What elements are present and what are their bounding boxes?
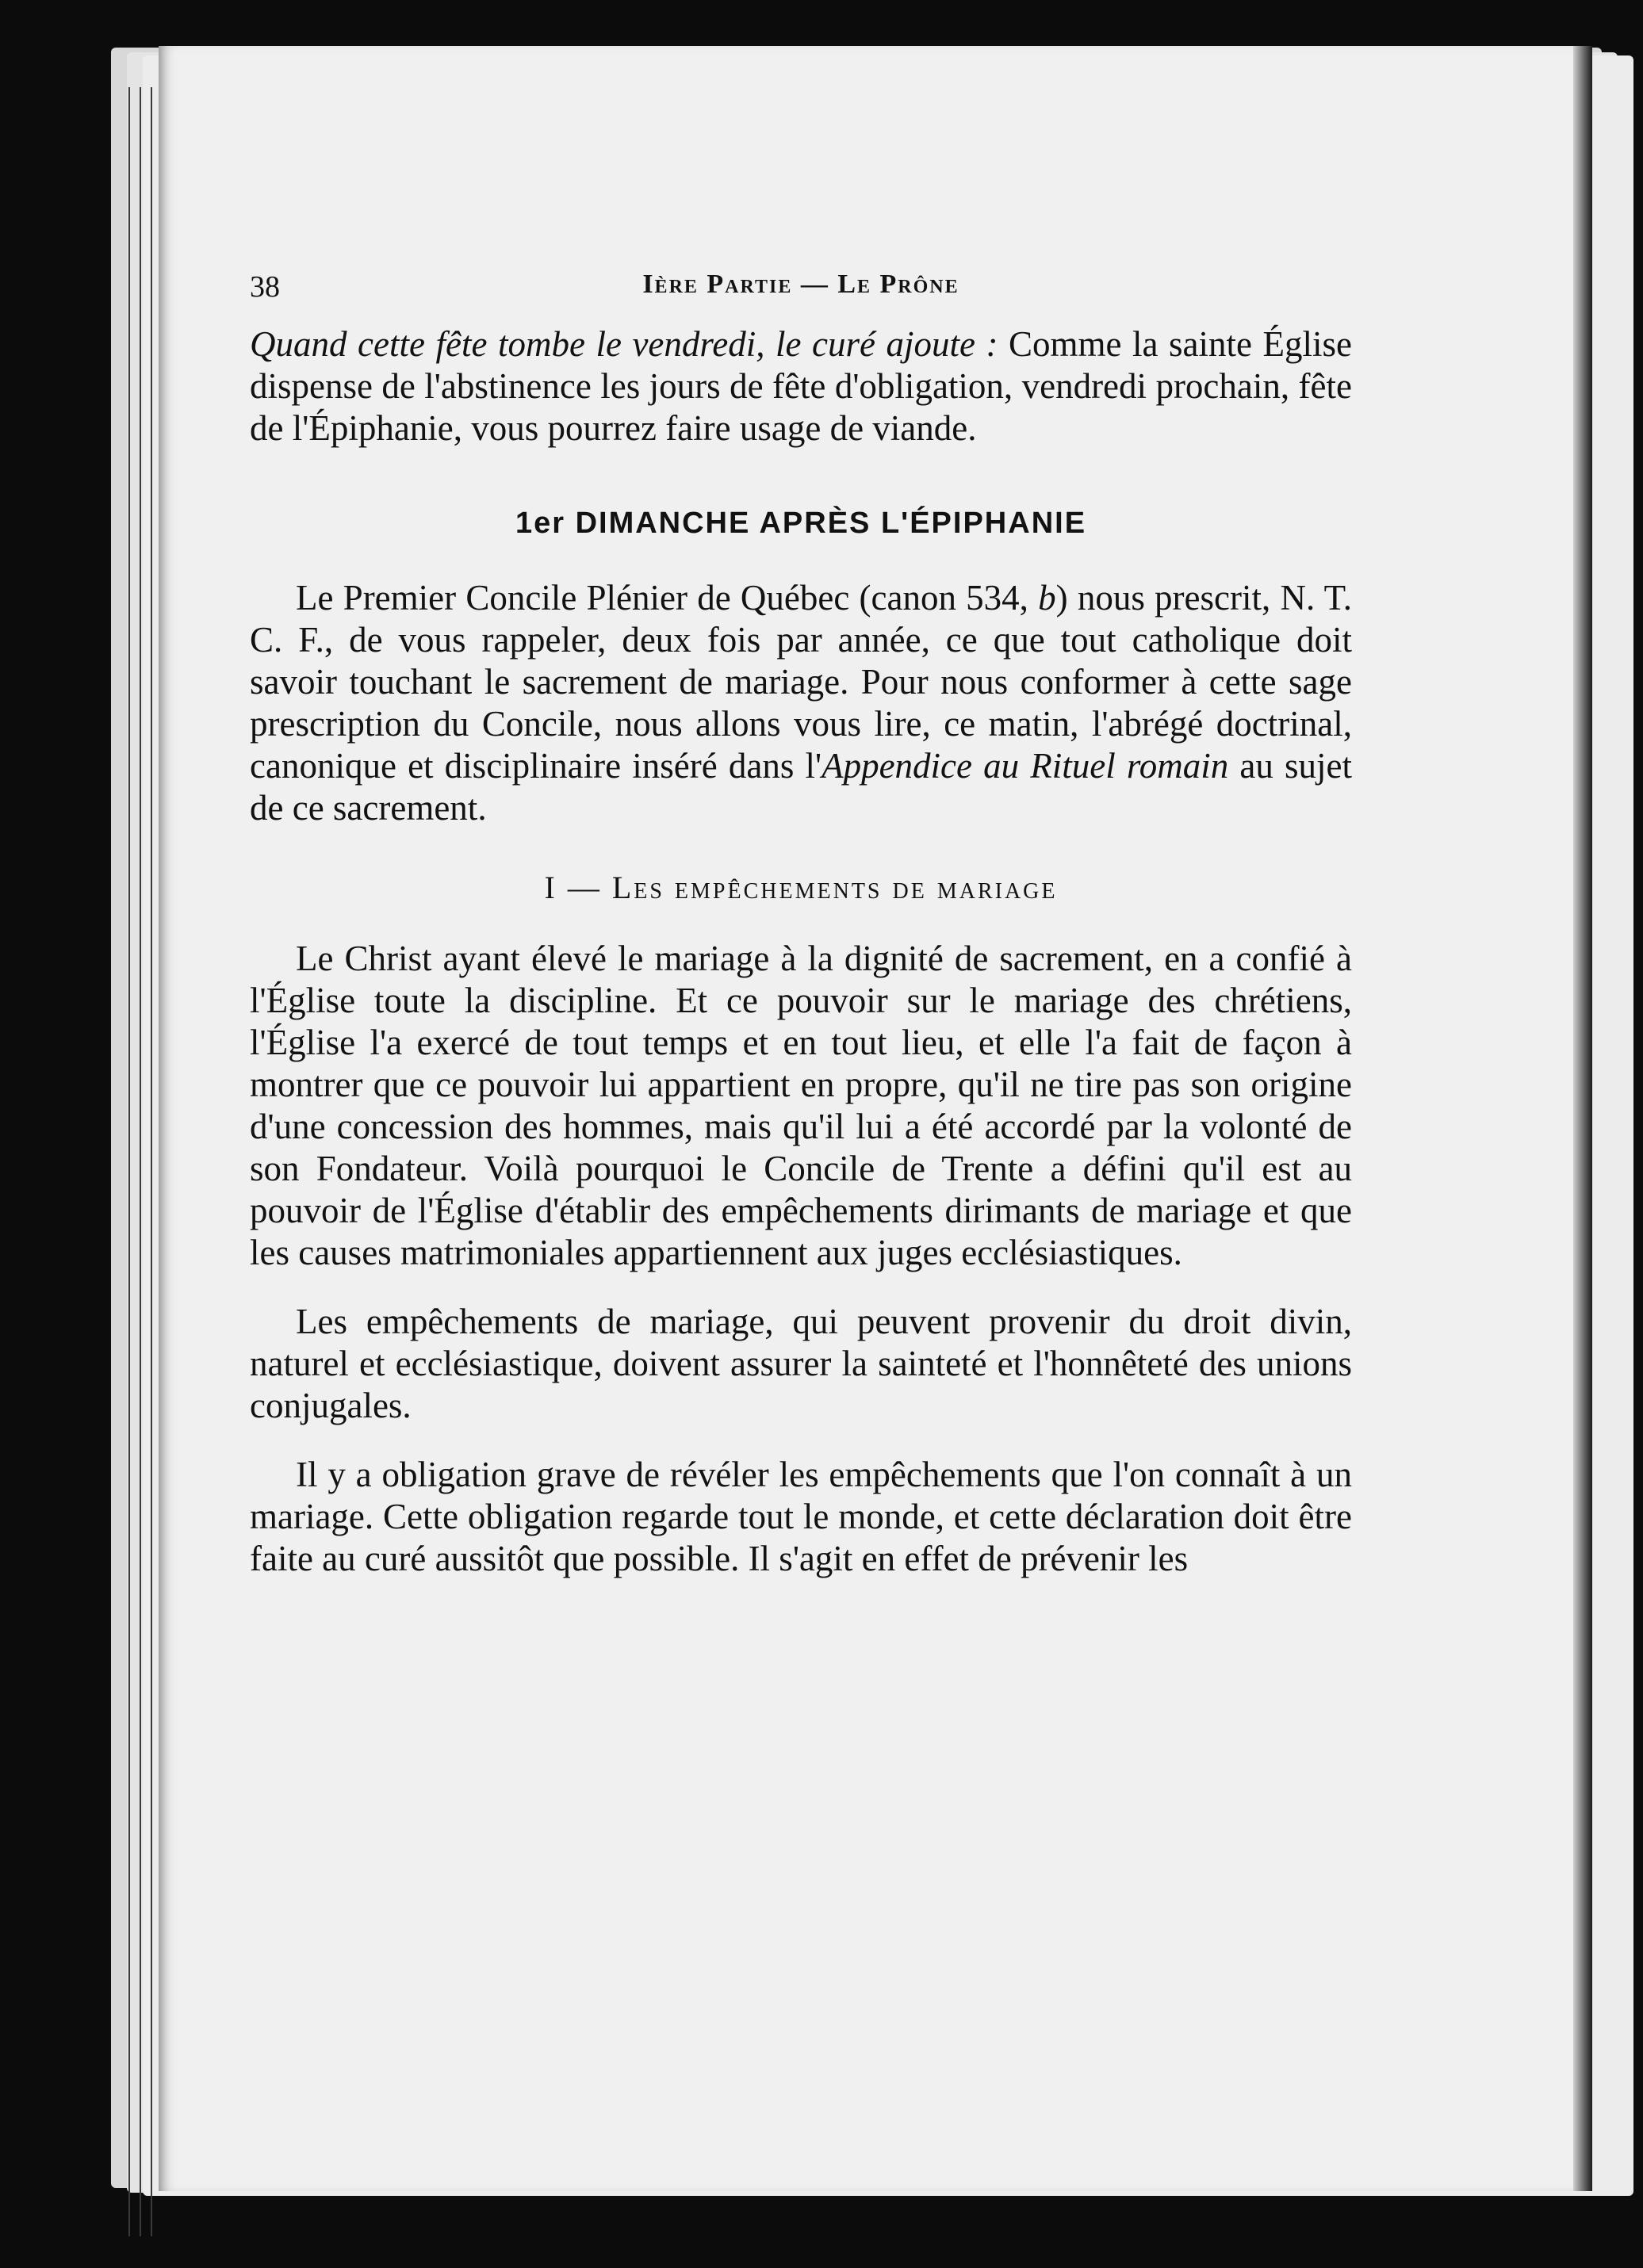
- intro-paragraph: [250, 323, 1352, 449]
- page-edge-line: [151, 87, 152, 2236]
- running-head: [250, 262, 1352, 309]
- body-paragraph: Le Christ ayant élevé le mariage à la dignité de sacrement, en a confié à l'Église toute la discipline. Et ce pouvoir sur le mariage des chrétiens, l'Église l'a exercé de tout temps et en tout lieu, et elle l'a fait de façon à montrer que ce pouvoir lui appartient en propre, qu'il ne tire pas son origine d'une concession des hommes, mais qu'il lui a été accordé par la volonté de son Fondateur. Voilà pourquoi le Concile de Trente a défini qu'il est au pouvoir de l'Église d'établir des empêchements dirimants de mariage et que les causes matrimoniales appartiennent aux juges ecclésiastiques.: [250, 939, 1352, 1272]
- intro-text: Comme la sainte Église dispense de l'abstinence les jours de fête d'obligation, vendredi prochain, fête de l'Épiphanie, vous pourrez faire usage de viande.: [250, 324, 1352, 448]
- opening-text-3: au sujet de ce sacrement.: [250, 746, 1352, 828]
- appendix-title: Appendice au Rituel romain: [822, 746, 1229, 786]
- book-gutter: [1573, 46, 1592, 2191]
- page-edge-line: [140, 87, 141, 2236]
- canon-letter: b: [1038, 578, 1056, 618]
- section-heading: I — Les empêchements de mariage: [544, 870, 1058, 905]
- sunday-heading: 1er DIMANCHE APRÈS L'ÉPIPHANIE: [515, 507, 1087, 540]
- body-paragraph: Les empêchements de mariage, qui peuvent provenir du droit divin, naturel et ecclésiastique, doivent assurer la sainteté et l'honnêteté des unions conjugales.: [250, 1302, 1352, 1425]
- opening-text-1: Le Premier Concile Plénier de Québec (canon 534,: [296, 578, 1039, 618]
- opening-text-2: ) nous prescrit, N. T. C. F., de vous rappeler, deux fois par année, ce que tout catholique doit savoir touchant le sacrement de mariage. Pour nous conformer à cette sage prescription du Concile, nous allons vous lire, ce matin, l'abrégé doctrinal, canonique et disciplinaire inséré dans l': [250, 578, 1352, 786]
- running-title: Ière Partie — Le Prône: [642, 270, 959, 299]
- page-number: 38: [250, 270, 280, 304]
- intro-italic-lead: Quand cette fête tombe le vendredi, le curé ajoute :: [250, 324, 998, 364]
- page-content: [250, 262, 1352, 1607]
- body-paragraph: Il y a obligation grave de révéler les empêchements que l'on connaît à un mariage. Cette obligation regarde tout le monde, et cette déclaration doit être faite au curé aussitôt que possible. Il s'agit en effet de prévenir les: [250, 1455, 1352, 1578]
- opening-paragraph: [250, 577, 1352, 829]
- page-edge-line: [128, 87, 130, 2236]
